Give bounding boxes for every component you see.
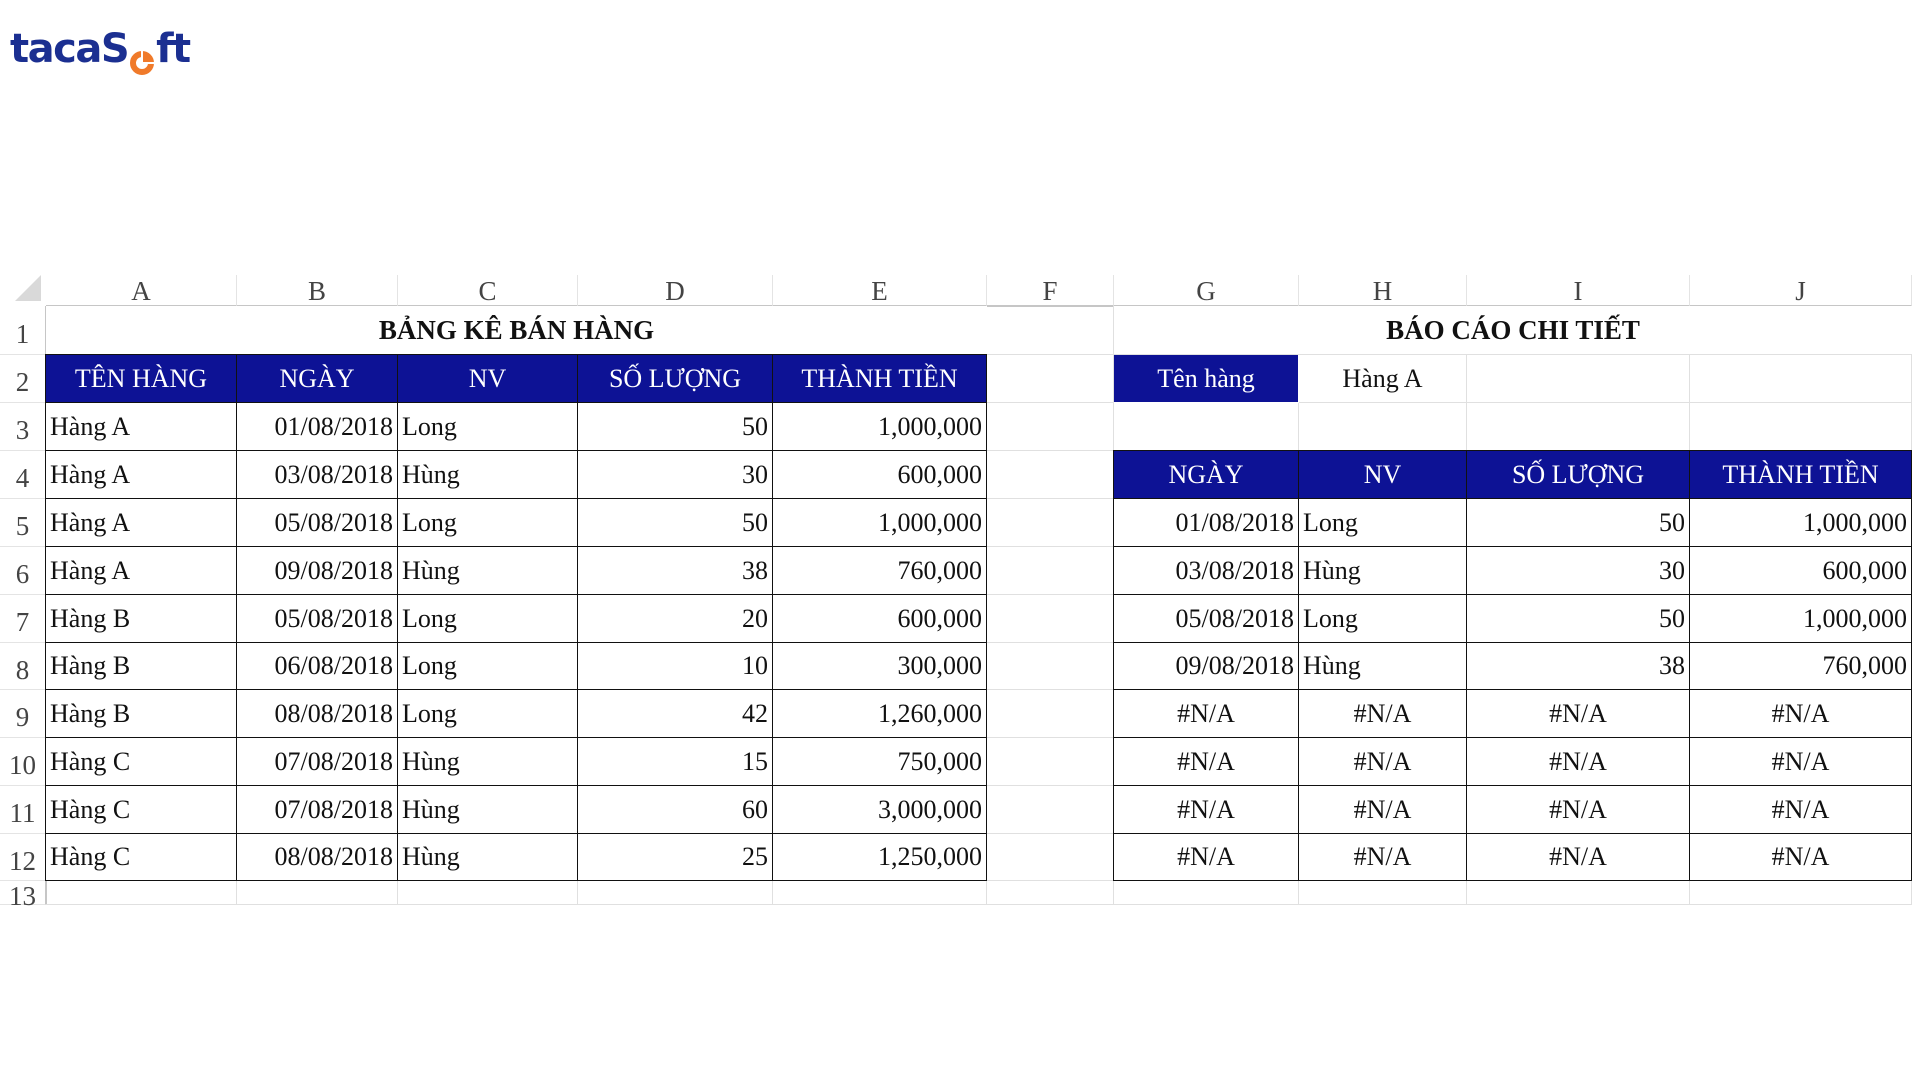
select-all-corner[interactable] (15, 275, 41, 301)
report-cell[interactable]: 01/08/2018 (1113, 498, 1299, 547)
report-cell[interactable]: 1,000,000 (1689, 594, 1912, 643)
column-header-4[interactable]: E (773, 275, 987, 307)
sales-cell[interactable]: Hùng (397, 546, 578, 595)
column-header-6[interactable]: G (1114, 275, 1299, 307)
sales-cell[interactable]: Hàng C (45, 737, 237, 786)
sales-cell[interactable]: 3,000,000 (772, 785, 987, 834)
grid-cell[interactable] (987, 738, 1114, 786)
grid-cell[interactable] (398, 881, 578, 905)
report-cell[interactable]: #N/A (1689, 785, 1912, 834)
sales-header-1[interactable]: NGÀY (236, 354, 398, 403)
sales-cell[interactable]: 30 (577, 450, 773, 499)
sales-header-2[interactable]: NV (397, 354, 578, 403)
sales-cell[interactable]: Long (397, 498, 578, 547)
report-cell[interactable]: #N/A (1466, 737, 1690, 786)
sales-cell[interactable]: Long (397, 689, 578, 738)
report-cell[interactable]: #N/A (1113, 785, 1299, 834)
grid-cell[interactable] (1299, 881, 1467, 905)
grid-cell[interactable] (46, 881, 237, 905)
sales-cell[interactable]: 60 (577, 785, 773, 834)
report-cell[interactable]: 05/08/2018 (1113, 594, 1299, 643)
sales-cell[interactable]: 08/08/2018 (236, 833, 398, 881)
grid-cell[interactable] (1690, 881, 1912, 905)
report-cell[interactable]: 50 (1466, 594, 1690, 643)
row-header-12[interactable]: 12 (0, 834, 47, 881)
logo-text: taca (10, 26, 101, 72)
sales-cell[interactable]: 05/08/2018 (236, 498, 398, 547)
row-header-5[interactable]: 5 (0, 499, 47, 547)
tacasoft-logo (10, 26, 190, 72)
report-cell[interactable]: #N/A (1113, 689, 1299, 738)
sales-cell[interactable]: 42 (577, 689, 773, 738)
grid-cell[interactable] (1467, 881, 1690, 905)
row-header-8[interactable]: 8 (0, 643, 47, 690)
report-cell[interactable]: #N/A (1298, 833, 1467, 881)
report-cell[interactable]: 760,000 (1689, 642, 1912, 690)
report-filter-label[interactable]: Tên hàng (1114, 355, 1299, 403)
report-cell[interactable]: #N/A (1466, 689, 1690, 738)
sales-cell[interactable]: 38 (577, 546, 773, 595)
column-header-7[interactable]: H (1299, 275, 1467, 307)
logo-pie-icon (129, 40, 155, 66)
sales-table-title[interactable]: BẢNG KÊ BÁN HÀNG (46, 306, 987, 355)
grid-cell[interactable] (1114, 881, 1299, 905)
grid-cell[interactable] (1690, 403, 1912, 451)
grid-cell[interactable] (987, 451, 1114, 499)
report-cell[interactable]: 38 (1466, 642, 1690, 690)
grid-cell[interactable] (1690, 355, 1912, 403)
report-cell[interactable]: 600,000 (1689, 546, 1912, 595)
grid-cell[interactable] (987, 834, 1114, 881)
sales-cell[interactable]: 08/08/2018 (236, 689, 398, 738)
sales-cell[interactable]: Hàng A (45, 546, 237, 595)
report-cell[interactable]: #N/A (1689, 833, 1912, 881)
report-title[interactable]: BÁO CÁO CHI TIẾT (1114, 306, 1912, 355)
grid-cell[interactable] (987, 643, 1114, 690)
row-header-7[interactable]: 7 (0, 595, 47, 643)
sales-cell[interactable]: Hàng B (45, 594, 237, 643)
column-header-1[interactable]: B (237, 275, 398, 307)
grid-cell[interactable] (237, 881, 398, 905)
sales-cell[interactable]: Hàng B (45, 689, 237, 738)
row-header-6[interactable]: 6 (0, 547, 47, 595)
sales-cell[interactable]: 600,000 (772, 450, 987, 499)
report-header-0[interactable]: NGÀY (1113, 450, 1299, 499)
sales-cell[interactable]: Hùng (397, 737, 578, 786)
sales-cell[interactable]: 07/08/2018 (236, 785, 398, 834)
sales-cell[interactable]: 09/08/2018 (236, 546, 398, 595)
grid-cell[interactable] (1467, 355, 1690, 403)
sales-header-3[interactable]: SỐ LƯỢNG (577, 354, 773, 403)
sales-cell[interactable]: Hàng A (45, 450, 237, 499)
sales-cell[interactable]: Hùng (397, 450, 578, 499)
grid-cell[interactable] (1299, 403, 1467, 451)
row-header-11[interactable]: 11 (0, 786, 47, 834)
sales-cell[interactable]: 600,000 (772, 594, 987, 643)
sales-cell[interactable]: 50 (577, 498, 773, 547)
grid-cell[interactable] (987, 306, 1114, 355)
sales-cell[interactable]: 1,250,000 (772, 833, 987, 881)
sales-cell[interactable]: 03/08/2018 (236, 450, 398, 499)
report-cell[interactable]: #N/A (1113, 833, 1299, 881)
sales-cell[interactable]: 760,000 (772, 546, 987, 595)
report-cell[interactable]: 30 (1466, 546, 1690, 595)
sales-cell[interactable]: 1,260,000 (772, 689, 987, 738)
sales-cell[interactable]: Long (397, 402, 578, 451)
sales-cell[interactable]: 50 (577, 402, 773, 451)
sales-cell[interactable]: 05/08/2018 (236, 594, 398, 643)
report-cell[interactable]: Long (1298, 594, 1467, 643)
report-cell[interactable]: #N/A (1466, 833, 1690, 881)
row-header-9[interactable]: 9 (0, 690, 47, 738)
sales-cell[interactable]: 01/08/2018 (236, 402, 398, 451)
sales-cell[interactable]: Hàng A (45, 498, 237, 547)
report-cell[interactable]: 03/08/2018 (1113, 546, 1299, 595)
sales-cell[interactable]: Hùng (397, 785, 578, 834)
report-cell[interactable]: #N/A (1689, 689, 1912, 738)
sales-cell[interactable]: 25 (577, 833, 773, 881)
row-header-2[interactable]: 2 (0, 355, 47, 403)
sales-header-4[interactable]: THÀNH TIỀN (772, 354, 987, 403)
report-cell[interactable]: #N/A (1298, 785, 1467, 834)
grid-cell[interactable] (1467, 403, 1690, 451)
report-cell[interactable]: #N/A (1466, 785, 1690, 834)
report-cell[interactable]: #N/A (1298, 689, 1467, 738)
grid-cell[interactable] (987, 595, 1114, 643)
sales-cell[interactable]: 300,000 (772, 642, 987, 690)
grid-cell[interactable] (987, 403, 1114, 451)
report-cell[interactable]: Long (1298, 498, 1467, 547)
grid-cell[interactable] (578, 881, 773, 905)
sales-cell[interactable]: Hàng C (45, 833, 237, 881)
sales-cell[interactable]: 1,000,000 (772, 498, 987, 547)
sales-cell[interactable]: 1,000,000 (772, 402, 987, 451)
report-cell[interactable]: Hùng (1298, 546, 1467, 595)
report-cell[interactable]: #N/A (1298, 737, 1467, 786)
column-header-9[interactable]: J (1690, 275, 1912, 307)
row-header-3[interactable]: 3 (0, 403, 47, 451)
column-header-0[interactable]: A (46, 275, 237, 307)
report-cell[interactable]: #N/A (1689, 737, 1912, 786)
column-header-2[interactable]: C (398, 275, 578, 307)
report-cell[interactable]: 1,000,000 (1689, 498, 1912, 547)
report-header-1[interactable]: NV (1298, 450, 1467, 499)
column-header-3[interactable]: D (578, 275, 773, 307)
row-header-4[interactable]: 4 (0, 451, 47, 499)
sales-cell[interactable]: Long (397, 594, 578, 643)
report-cell[interactable]: 09/08/2018 (1113, 642, 1299, 690)
grid-cell[interactable] (987, 355, 1114, 403)
sales-cell[interactable]: Long (397, 642, 578, 690)
grid-cell[interactable] (987, 690, 1114, 738)
report-cell[interactable]: 50 (1466, 498, 1690, 547)
sales-cell[interactable]: 750,000 (772, 737, 987, 786)
sales-cell[interactable]: 10 (577, 642, 773, 690)
column-header-5[interactable]: F (987, 275, 1114, 307)
logo-text-s: S (100, 26, 129, 72)
sales-cell[interactable]: Hàng B (45, 642, 237, 690)
report-header-3[interactable]: THÀNH TIỀN (1689, 450, 1912, 499)
sales-header-0[interactable]: TÊN HÀNG (45, 354, 237, 403)
column-header-8[interactable]: I (1467, 275, 1690, 307)
grid-cell[interactable] (1114, 403, 1299, 451)
grid-cell[interactable] (987, 881, 1114, 905)
sales-cell[interactable]: Hàng A (45, 402, 237, 451)
report-cell[interactable]: Hùng (1298, 642, 1467, 690)
report-filter-value-input[interactable]: Hàng A (1299, 355, 1467, 403)
report-cell[interactable]: #N/A (1113, 737, 1299, 786)
row-header-1[interactable]: 1 (0, 306, 47, 355)
grid-cell[interactable] (987, 499, 1114, 547)
row-header-13[interactable]: 13 (0, 881, 47, 905)
grid-cell[interactable] (987, 786, 1114, 834)
sales-cell[interactable]: 20 (577, 594, 773, 643)
grid-cell[interactable] (773, 881, 987, 905)
sales-cell[interactable]: 07/08/2018 (236, 737, 398, 786)
sales-cell[interactable]: Hàng C (45, 785, 237, 834)
row-header-10[interactable]: 10 (0, 738, 47, 786)
report-header-2[interactable]: SỐ LƯỢNG (1466, 450, 1690, 499)
sales-cell[interactable]: Hùng (397, 833, 578, 881)
logo-text-end: ft (156, 26, 190, 72)
sales-cell[interactable]: 06/08/2018 (236, 642, 398, 690)
grid-cell[interactable] (987, 547, 1114, 595)
sales-cell[interactable]: 15 (577, 737, 773, 786)
